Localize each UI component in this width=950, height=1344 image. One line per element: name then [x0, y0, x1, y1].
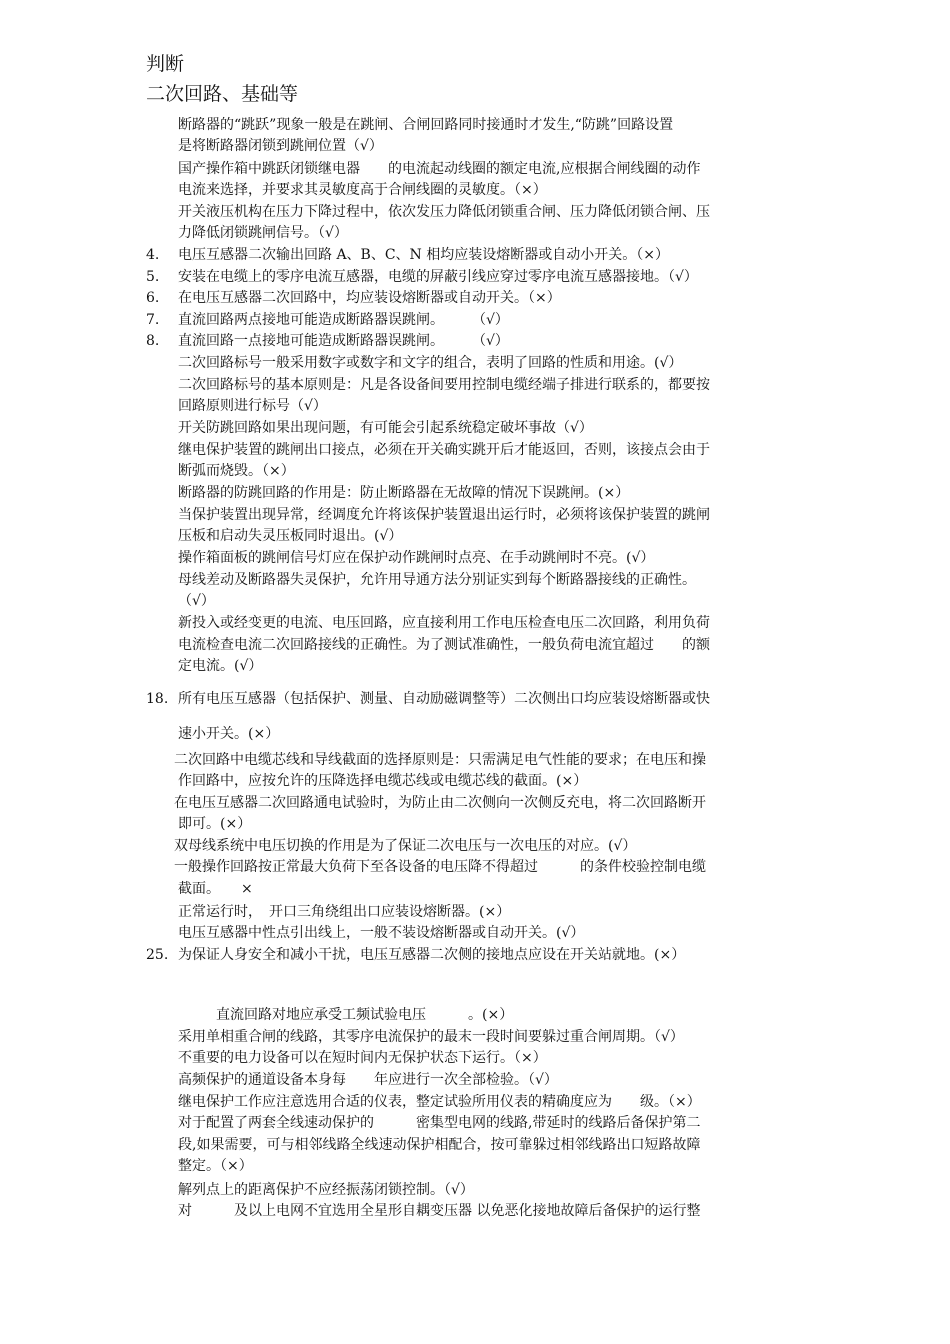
item-number: 25.: [146, 947, 169, 963]
question-line: 解列点上的距离保护不应经振荡闭锁控制。（√）: [178, 1182, 474, 1198]
question-line: 一般操作回路按正常最大负荷下至各设备的电压降不得超过 的条件校验控制电缆: [174, 859, 706, 875]
question-line: 力降低闭锁跳闸信号。（√）: [178, 225, 348, 241]
question-line: 高频保护的通道设备本身每 年应进行一次全部检验。（√）: [178, 1072, 558, 1088]
question-line: 回路原则进行标号（√）: [178, 398, 327, 414]
question-line: 正常运行时， 开口三角绕组出口应装设熔断器。(×）: [178, 904, 511, 920]
item-number: 8.: [146, 333, 160, 349]
item-number: 7.: [146, 312, 160, 328]
question-line: 不重要的电力设备可以在短时间内无保护状态下运行。（×）: [178, 1050, 547, 1066]
question-line: 操作箱面板的跳闸信号灯应在保护动作跳闸时点亮、在手动跳闸时不亮。(√）: [178, 550, 655, 566]
item-number: 4.: [146, 247, 160, 263]
question-line: 母线差动及断路器失灵保护，允许用导通方法分别证实到每个断路器接线的正确性。: [178, 572, 696, 588]
question-line: 在电压互感器二次回路中，均应装设熔断器或自动开关。（×）: [178, 290, 561, 306]
question-line: 二次回路标号的基本原则是：凡是各设备间要用控制电缆经端子排进行联系的，都要按: [178, 377, 710, 393]
question-line: 电压互感器二次输出回路 A、B、C、N 相均应装设熔断器或自动小开关。（×）: [178, 247, 669, 263]
item-number: 5.: [146, 269, 160, 285]
question-line: 继电保护装置的跳闸出口接点，必须在开关确实跳开后才能返回，否则，该接点会由于: [178, 442, 710, 458]
question-line: （√）: [178, 593, 215, 609]
question-line: 为保证人身安全和减小干扰，电压互感器二次侧的接地点应设在开关站就地。(×）: [178, 947, 686, 963]
question-line: 对 及以上电网不宜选用全星形自耦变压器 以免恶化接地故障后备保护的运行整: [178, 1203, 701, 1219]
question-line: 直流回路两点接地可能造成断路器误跳闸。 （√）: [178, 312, 509, 328]
question-line: 电流检查电流二次回路接线的正确性。为了测试准确性，一般负荷电流宜超过 的额: [178, 637, 710, 653]
question-line: 是将断路器闭锁到跳闸位置（√）: [178, 138, 383, 154]
question-line: 即可。(×）: [178, 816, 252, 832]
question-line: 速小开关。(×）: [178, 726, 280, 742]
question-line: 断路器的“跳跃”现象一般是在跳闸、合闸回路同时接通时才发生,“防跳”回路设置: [178, 117, 674, 133]
question-line: 开关防跳回路如果出现问题，有可能会引起系统稳定破坏事故（√）: [178, 420, 593, 436]
question-line: 电流来选择，并要求其灵敏度高于合闸线圈的灵敏度。（×）: [178, 182, 547, 198]
question-line: 定电流。(√）: [178, 658, 263, 674]
question-line: 对于配置了两套全线速动保护的 密集型电网的线路,带延时的线路后备保护第二: [178, 1115, 701, 1131]
question-line: 电压互感器中性点引出线上，一般不装设熔断器或自动开关。(√）: [178, 925, 585, 941]
question-line: 整定。（×）: [178, 1158, 253, 1174]
question-line: 安装在电缆上的零序电流互感器，电缆的屏蔽引线应穿过零序电流互感器接地。（√）: [178, 269, 698, 285]
question-line: 开关液压机构在压力下降过程中，依次发压力降低闭锁重合闸、压力降低闭锁合闸、压: [178, 204, 710, 220]
question-line: 截面。 ×: [178, 881, 253, 897]
question-line: 双母线系统中电压切换的作用是为了保证二次电压与一次电压的对应。(√）: [174, 838, 637, 854]
question-line: 直流回路一点接地可能造成断路器误跳闸。 （√）: [178, 333, 509, 349]
question-line: 国产操作箱中跳跃闭锁继电器 的电流起动线圈的额定电流,应根据合闸线圈的动作: [178, 161, 701, 177]
question-line: 采用单相重合闸的线路，其零序电流保护的最末一段时间要躲过重合闸周期。（√）: [178, 1029, 684, 1045]
heading-judgement: 判断: [146, 53, 185, 75]
item-number: 6.: [146, 290, 160, 306]
question-line: 在电压互感器二次回路通电试验时，为防止由二次侧向一次侧反充电，将二次回路断开: [174, 795, 706, 811]
question-line: 作回路中，应按允许的压降选择电缆芯线或电缆芯线的截面。(×）: [178, 773, 588, 789]
question-line: 继电保护工作应注意选用合适的仪表，整定试验所用仪表的精确度应为 级。（×）: [178, 1094, 701, 1110]
item-number: 18.: [146, 691, 169, 707]
question-line: 直流回路对地应承受工频试验电压 。(×）: [216, 1007, 514, 1023]
question-line: 断路器的防跳回路的作用是：防止断路器在无故障的情况下误跳闸。(×）: [178, 485, 630, 501]
question-line: 二次回路标号一般采用数字或数字和文字的组合，表明了回路的性质和用途。(√）: [178, 355, 683, 371]
question-line: 新投入或经变更的电流、电压回路，应直接利用工作电压检查电压二次回路，利用负荷: [178, 615, 710, 631]
question-line: 所有电压互感器（包括保护、测量、自动励磁调整等）二次侧出口均应装设熔断器或快: [178, 691, 710, 707]
question-line: 当保护装置出现异常，经调度允许将该保护装置退出运行时，必须将该保护装置的跳闸: [178, 507, 710, 523]
question-line: 二次回路中电缆芯线和导线截面的选择原则是：只需满足电气性能的要求；在电压和操: [174, 752, 706, 768]
question-line: 压板和启动失灵压板同时退出。(√）: [178, 528, 403, 544]
heading-secondary-circuits: 二次回路、基础等: [146, 83, 299, 105]
question-line: 断弧而烧毁。（×）: [178, 463, 295, 479]
question-line: 段,如果需要，可与相邻线路全线速动保护相配合，按可靠躲过相邻线路出口短路故障: [178, 1137, 701, 1153]
